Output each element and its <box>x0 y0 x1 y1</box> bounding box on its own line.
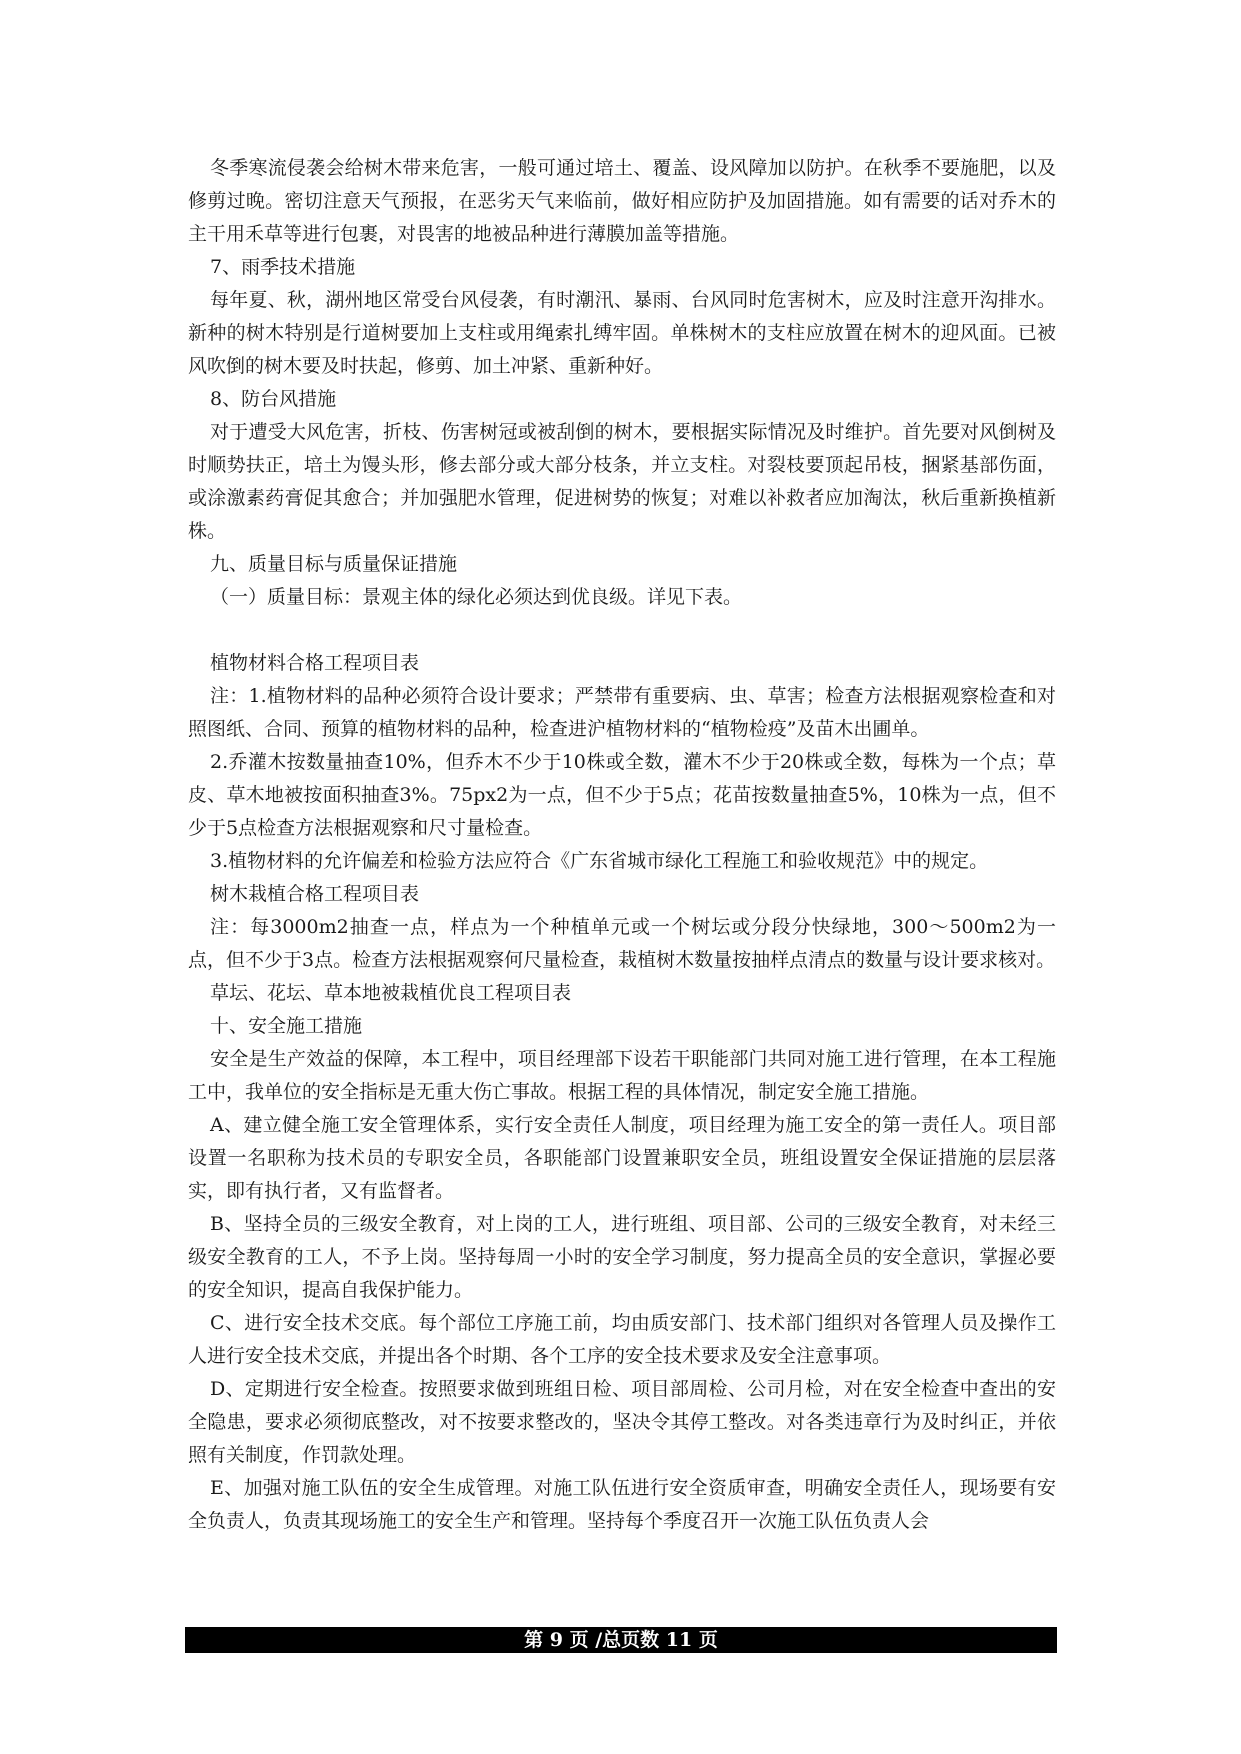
paragraph-quality-target: （一）质量目标：景观主体的绿化必须达到优良级。详见下表。 <box>210 586 743 608</box>
paragraph-rainy-season: 每年夏、秋，湖州地区常受台风侵袭，有时潮汛、暴雨、台风同时危害树木，应及时注意开沟排水。新种的树木特别是行道树要加上支柱或用绳索扎缚牢固。单株树木的支柱应放置在树木的迎风面。已被风吹倒的树木要及时扶起，修剪、加土冲紧、重新种好。 <box>188 289 1056 377</box>
page-footer <box>185 1627 1057 1653</box>
note-plant-materials-1: 注：1.植物材料的品种必须符合设计要求；严禁带有重要病、虫、草害；检查方法根据观察检查和对照图纸、合同、预算的植物材料的品种，检查进沪植物材料的“植物检疫”及苗木出圃单。 <box>188 685 1056 740</box>
table-title-tree-planting: 树木栽植合格工程项目表 <box>210 883 420 905</box>
page-number-label: 第 9 页 /总页数 11 页 <box>524 1629 718 1651</box>
note-tree-planting: 注：每3000m2抽查一点，样点为一个种植单元或一个树坛或分段分快绿地，300～500m2为一点，但不少于3点。检查方法根据观察何尺量检查，栽植树木数量按抽样点清点的数量与设计要求核对。 <box>188 916 1056 971</box>
paragraph-safety-d: D、定期进行安全检查。按照要求做到班组日检、项目部周检、公司月检，对在安全检查中查出的安全隐患，要求必须彻底整改，对不按要求整改的，坚决令其停工整改。对各类违章行为及时纠正，并依照有关制度，作罚款处理。 <box>188 1378 1056 1466</box>
paragraph-safety-a: A、建立健全施工安全管理体系，实行安全责任人制度，项目经理为施工安全的第一责任人。项目部设置一名职称为技术员的专职安全员，各职能部门设置兼职安全员，班组设置安全保证措施的层层落实，即有执行者，又有监督者。 <box>188 1114 1056 1202</box>
paragraph-safety-c: C、进行安全技术交底。每个部位工序施工前，均由质安部门、技术部门组织对各管理人员及操作工人进行安全技术交底，并提出各个时期、各个工序的安全技术要求及安全注意事项。 <box>188 1312 1056 1367</box>
heading-typhoon: 8、防台风措施 <box>210 388 337 410</box>
heading-quality-goals: 九、质量目标与质量保证措施 <box>210 553 458 575</box>
paragraph-safety-b: B、坚持全员的三级安全教育，对上岗的工人，进行班组、项目部、公司的三级安全教育，对未经三级安全教育的工人，不予上岗。坚持每周一小时的安全学习制度，努力提高全员的安全意识，掌握必要的安全知识，提高自我保护能力。 <box>188 1213 1056 1301</box>
blank-line <box>188 614 1056 647</box>
note-plant-materials-2: 2.乔灌木按数量抽查10%，但乔木不少于10株或全数，灌木不少于20株或全数，每株为一个点；草皮、草木地被按面积抽查3%。75px2为一点，但不少于5点；花苗按数量抽查5%，10株为一点，但不少于5点检查方法根据观察和尺寸量检查。 <box>188 751 1056 839</box>
paragraph-winter-protection: 冬季寒流侵袭会给树木带来危害，一般可通过培土、覆盖、设风障加以防护。在秋季不要施肥，以及修剪过晚。密切注意天气预报，在恶劣天气来临前，做好相应防护及加固措施。如有需要的话对乔木的主干用禾草等进行包裹，对畏害的地被品种进行薄膜加盖等措施。 <box>188 157 1056 245</box>
paragraph-typhoon: 对于遭受大风危害，折枝、伤害树冠或被刮倒的树木，要根据实际情况及时维护。首先要对风倒树及时顺势扶正，培土为馒头形，修去部分或大部分枝条，并立支柱。对裂枝要顶起吊枝，捆紧基部伤面，或涂激素药膏促其愈合；并加强肥水管理，促进树势的恢复；对难以补救者应加淘汰，秋后重新换植新株。 <box>188 421 1056 542</box>
heading-rainy-season: 7、雨季技术措施 <box>210 256 356 278</box>
paragraph-safety-e: E、加强对施工队伍的安全生成管理。对施工队伍进行安全资质审查，明确安全责任人，现场要有安全负责人，负责其现场施工的安全生产和管理。坚持每个季度召开一次施工队伍负责人会 <box>188 1477 1056 1532</box>
document-body <box>188 152 1056 1538</box>
table-title-plant-materials: 植物材料合格工程项目表 <box>210 652 420 674</box>
table-title-lawn-flowerbed: 草坛、花坛、草本地被栽植优良工程项目表 <box>210 982 572 1004</box>
paragraph-safety-intro: 安全是生产效益的保障，本工程中，项目经理部下设若干职能部门共同对施工进行管理，在本工程施工中，我单位的安全指标是无重大伤亡事故。根据工程的具体情况，制定安全施工措施。 <box>188 1048 1056 1103</box>
heading-safety-measures: 十、安全施工措施 <box>210 1015 363 1037</box>
note-plant-materials-3: 3.植物材料的允许偏差和检验方法应符合《广东省城市绿化工程施工和验收规范》中的规定。 <box>210 850 989 872</box>
